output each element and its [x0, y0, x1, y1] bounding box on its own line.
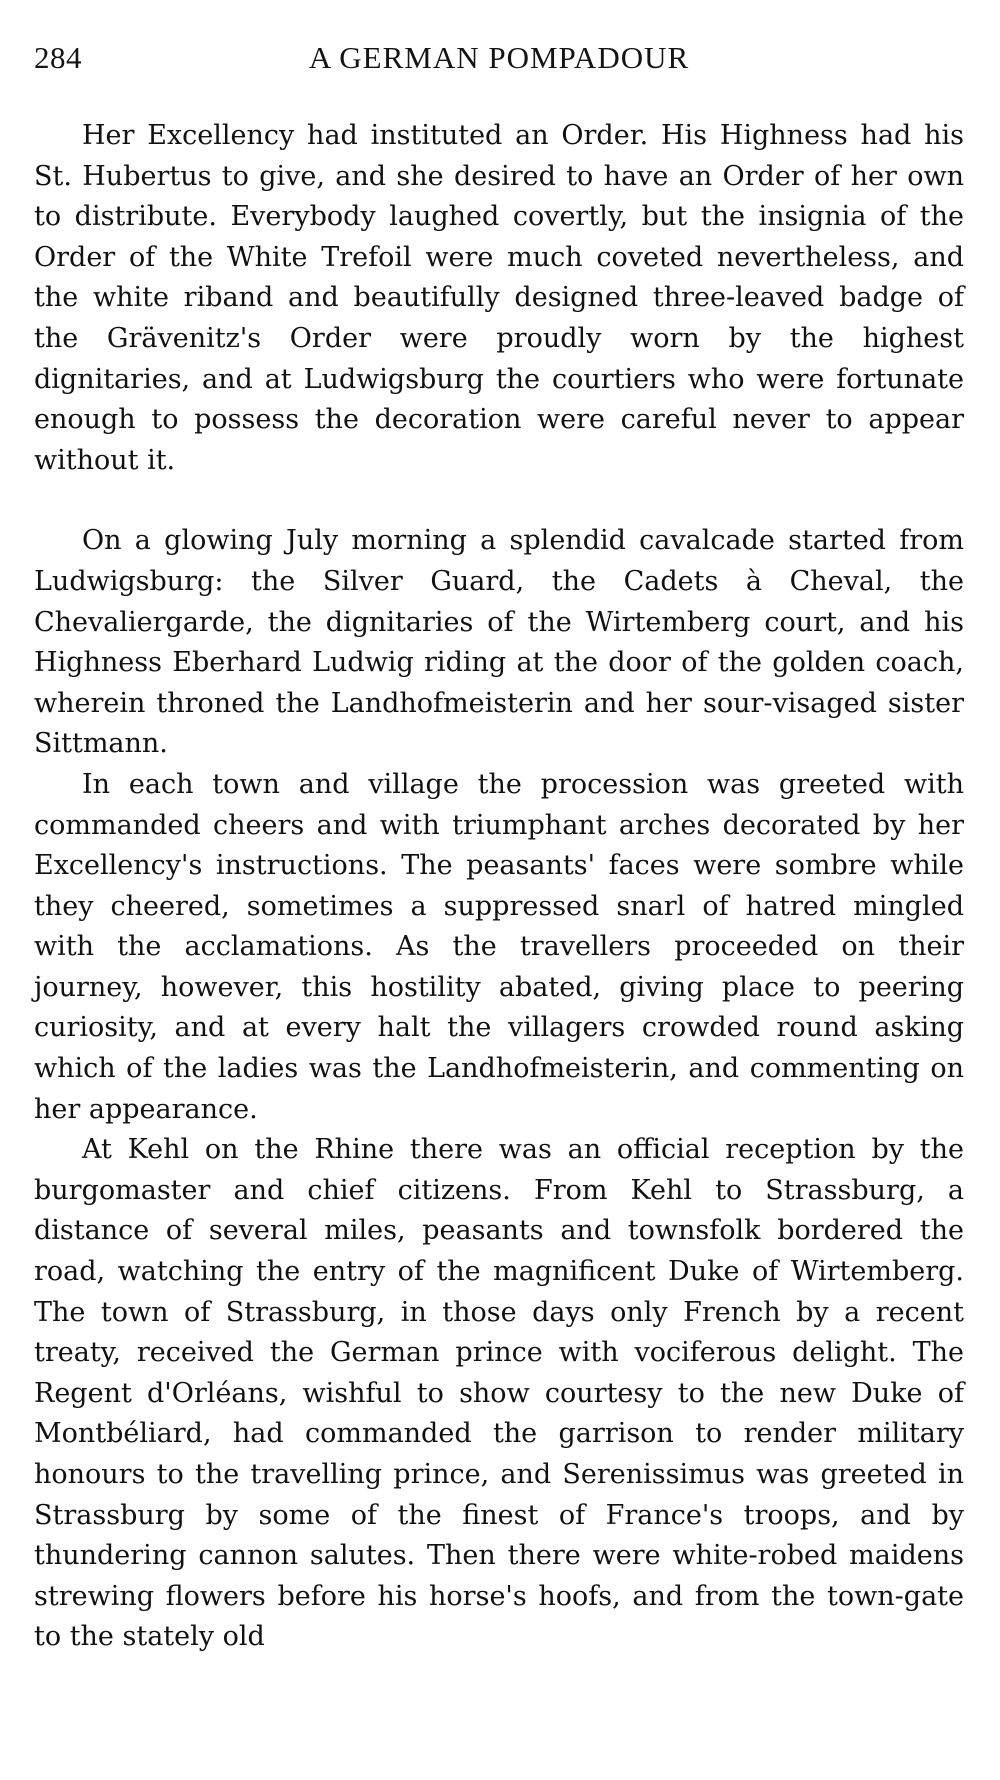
body-text: [34, 116, 964, 1658]
paragraph-procession: In each town and village the procession was greeted with commanded cheers and with triumphant arches decorated by her Excellency's instructions. The peasants' faces were sombre while they cheered, sometimes a suppressed snarl of hatred mingled with the acclamations. As the travellers proceeded on their journey, however, this hostility abated, giving place to peering curiosity, and at every halt the villagers crowded round asking which of the ladies was the Landhofmeisterin, and commenting on her appearance.: [34, 768, 964, 1125]
paragraph-order-of-white-trefoil: Her Excellency had instituted an Order. His Highness had his St. Hubertus to give, and she desired to have an Order of her own to distribute. Everybody laughed covertly, but the insignia of the Order of the White Trefoil were much coveted nevertheless, and the white riband and beautifully designed three-leaved badge of the Grävenitz's Order were proudly worn by the highest dignitaries, and at Ludwigsburg the courtiers who were fortunate enough to possess the decoration were careful never to appear without it.: [34, 120, 964, 476]
paragraph-kehl-strassburg: At Kehl on the Rhine there was an official reception by the burgomaster and chief citizens. From Kehl to Strassburg, a distance of several miles, peasants and townsfolk bordered the road, watching the entry of the magnificent Duke of Wirtemberg. The town of Strassburg, in those days only French by a recent treaty, received the German prince with vociferous delight. The Regent d'Orléans, wishful to show courtesy to the new Duke of Montbéliard, had commanded the garrison to render military honours to the travelling prince, and Serenissimus was greeted in Strassburg by some of the finest of France's troops, and by thundering cannon salutes. Then there were white-robed maidens strewing flowers before his horse's hoofs, and from the town-gate to the stately old: [34, 1134, 964, 1653]
running-head: [34, 40, 964, 88]
paragraph-cavalcade: On a glowing July morning a splendid cavalcade started from Ludwigsburg: the Silver Guard, the Cadets à Cheval, the Chevaliergarde, the dignitaries of the Wirtemberg court, and his Highness Eberhard Ludwig riding at the door of the golden coach, wherein throned the Landhofmeisterin and her sour-visaged sister Sittmann.: [34, 525, 964, 760]
book-page: [34, 40, 964, 1658]
section-break: [34, 481, 964, 521]
running-title: A GERMAN POMPADOUR: [308, 40, 690, 75]
page-number: 284: [34, 40, 82, 75]
